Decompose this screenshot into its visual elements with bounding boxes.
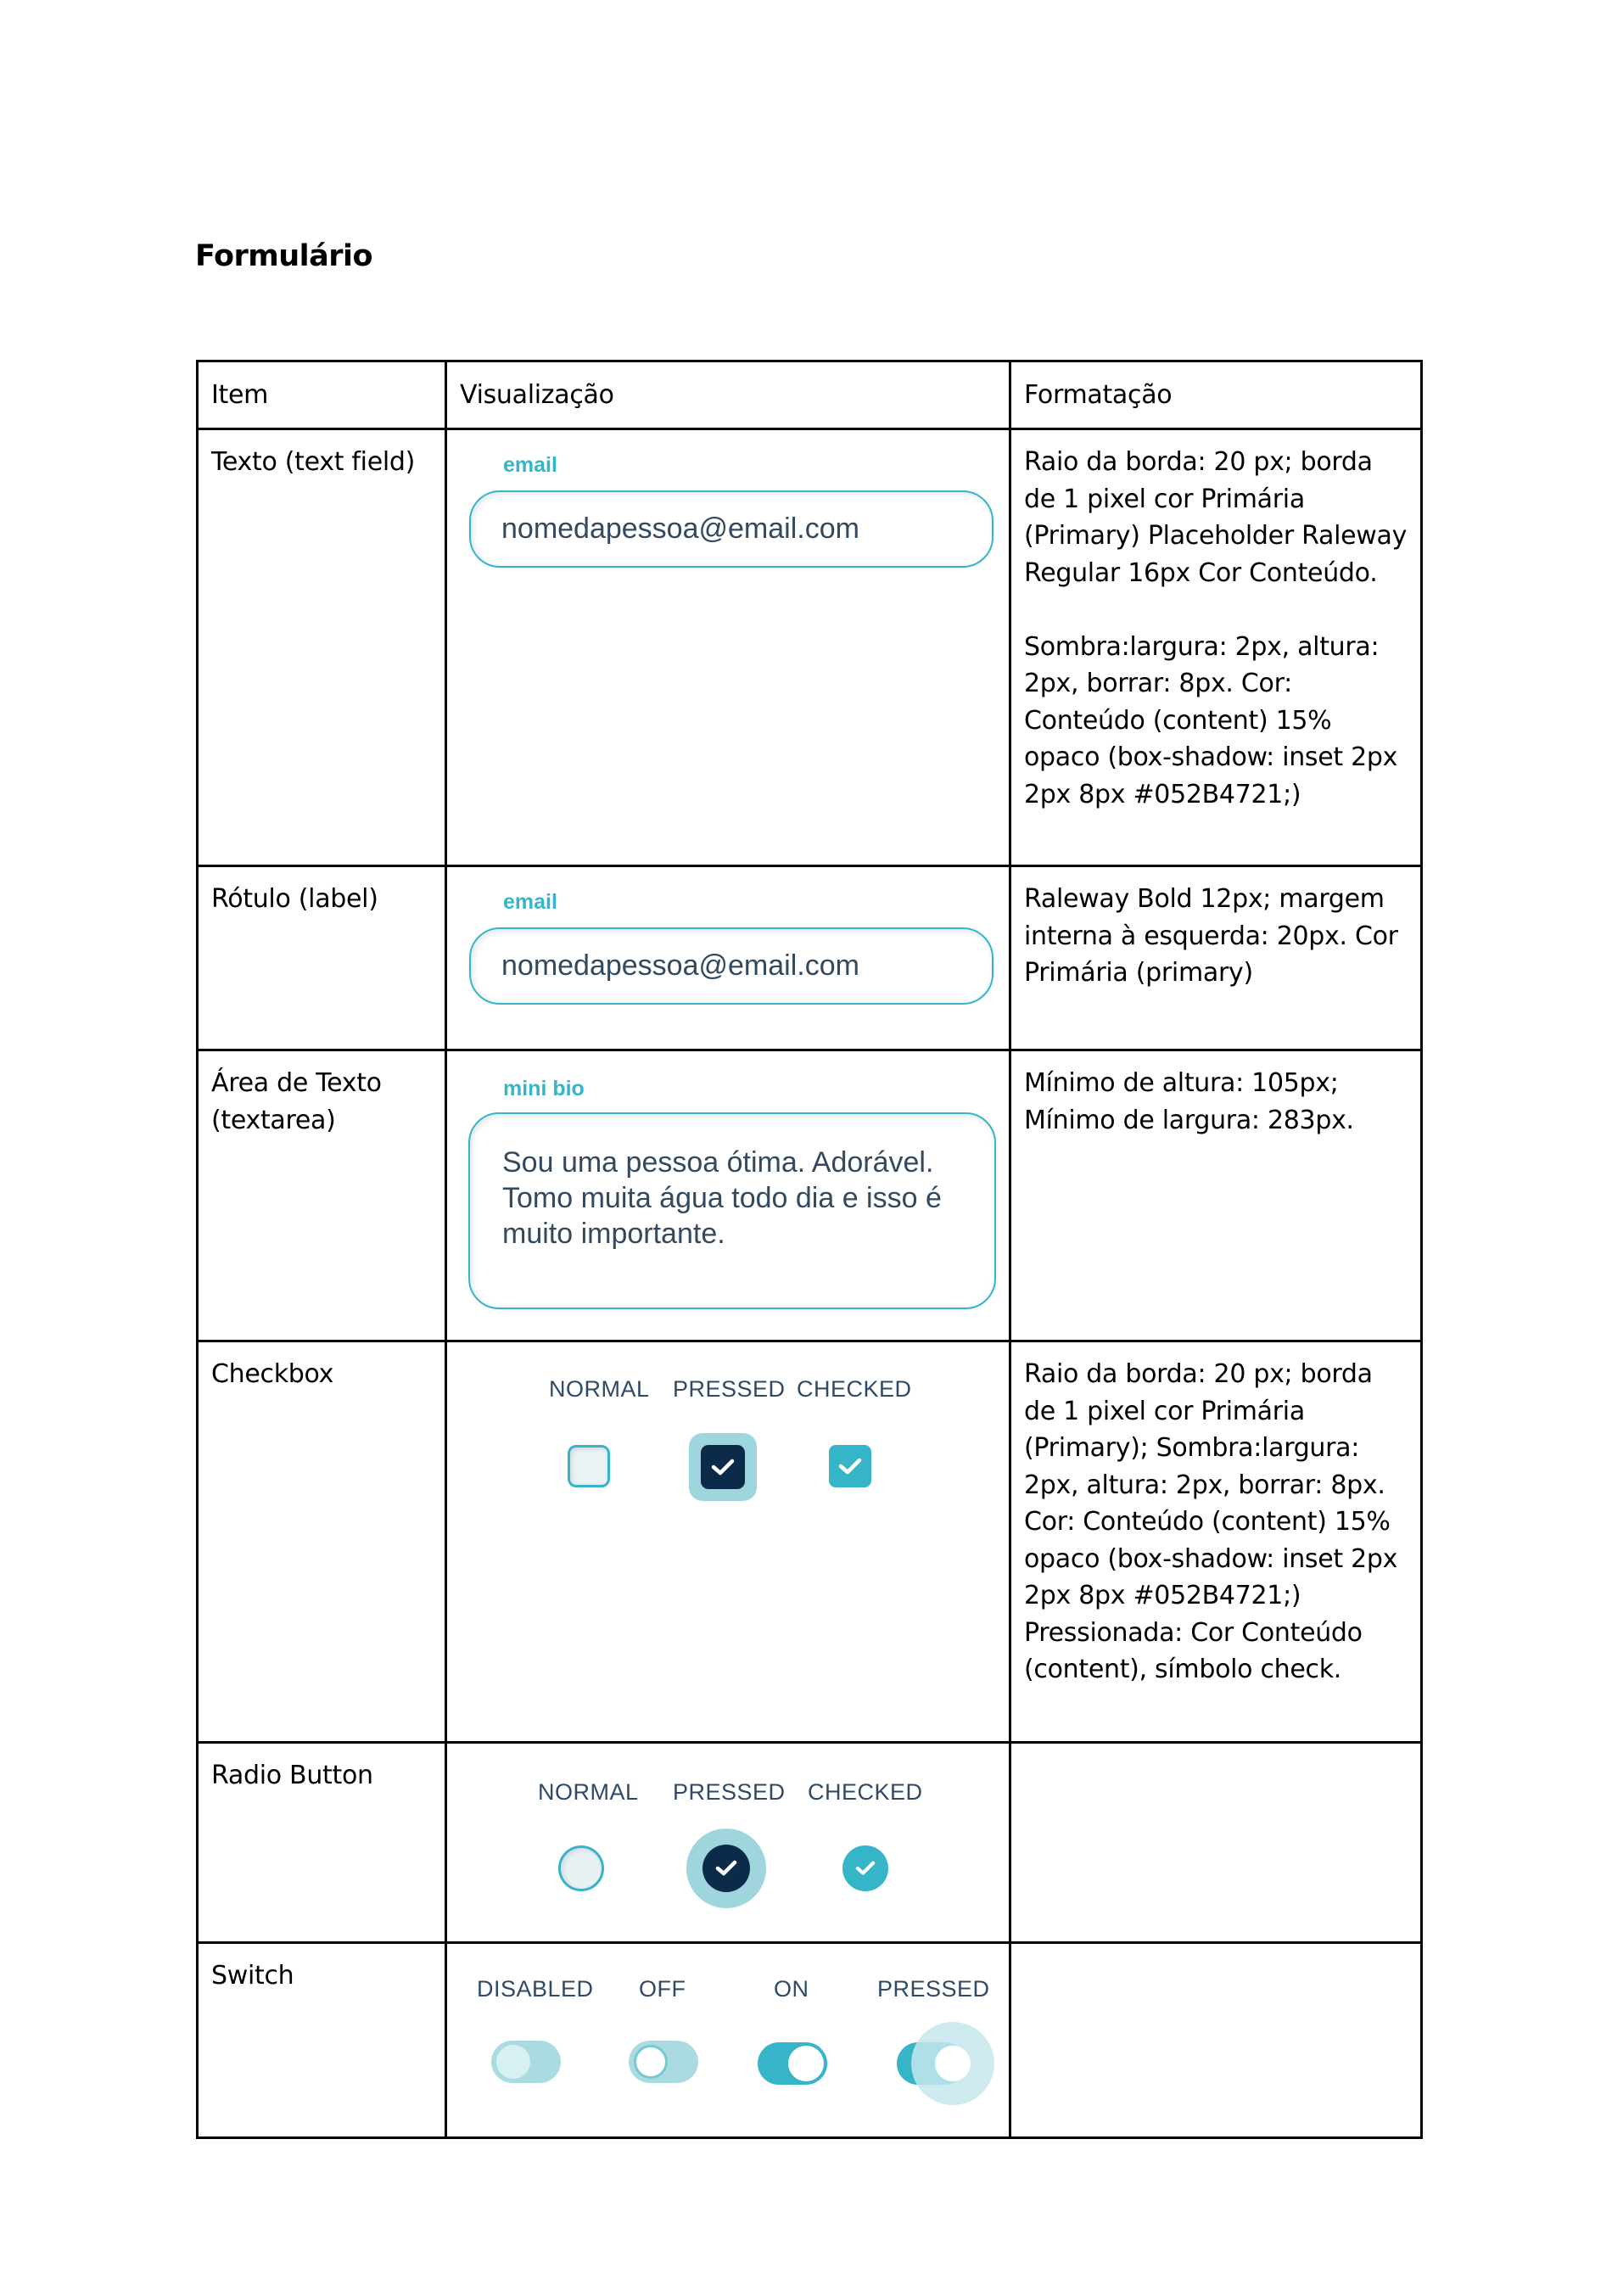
state-label-normal: NORMAL <box>549 1376 650 1402</box>
format-cell <box>1010 429 1422 866</box>
spec-table <box>196 360 1423 2139</box>
check-icon <box>714 1858 739 1879</box>
field-label: email <box>503 453 557 477</box>
visual-cell <box>446 866 1010 1050</box>
format-cell <box>1010 1743 1422 1943</box>
state-label-pressed: PRESSED <box>673 1376 786 1402</box>
check-icon <box>710 1457 736 1477</box>
radio-normal[interactable] <box>558 1845 604 1891</box>
checkbox-checked[interactable] <box>829 1445 871 1487</box>
visual-cell <box>446 429 1010 866</box>
table-row <box>198 1341 1422 1743</box>
item-name: Switch <box>211 1961 294 1991</box>
state-label-pressed: PRESSED <box>877 1976 990 2002</box>
format-text <box>1011 1744 1420 1757</box>
field-label: email <box>503 890 557 914</box>
format-text: Raio da borda: 20 px; borda de 1 pixel cor Primária (Primary) Placeholder Raleway Regular 16px Cor Conteúdo. Sombra:largura: 2px, altura: 2px, borrar: 8px. Cor: Conteúdo (content) 15% opaco (box-shadow: inset 2px 2px 8px #052B4721;) <box>1024 447 1408 809</box>
format-text <box>1011 1944 1420 1957</box>
switch-off-knob <box>634 2045 668 2079</box>
checkbox-pressed[interactable] <box>701 1445 745 1489</box>
state-label-disabled: DISABLED <box>477 1976 594 2002</box>
item-name: Checkbox <box>211 1359 334 1389</box>
format-cell <box>1010 1943 1422 2138</box>
item-name: Texto (text field) <box>211 447 416 477</box>
item-name: Radio Button <box>211 1761 373 1790</box>
item-cell <box>198 1341 446 1743</box>
table-row <box>198 1743 1422 1943</box>
header-visualizacao: Visualização <box>446 361 1010 429</box>
check-icon <box>837 1456 863 1476</box>
format-cell <box>1010 866 1422 1050</box>
state-label-off: OFF <box>639 1976 686 2002</box>
visual-cell <box>446 1743 1010 1943</box>
item-cell <box>198 866 446 1050</box>
visual-cell <box>446 1943 1010 2138</box>
state-label-on: ON <box>774 1976 809 2002</box>
page-title: Formulário <box>195 239 373 273</box>
header-formatacao: Formatação <box>1010 361 1422 429</box>
switch-disabled-knob <box>496 2045 530 2079</box>
radio-checked[interactable] <box>842 1845 888 1891</box>
format-text: Mínimo de altura: 105px; Mínimo de largura: 283px. <box>1024 1068 1354 1135</box>
visual-cell <box>446 1341 1010 1743</box>
check-icon <box>854 1859 877 1878</box>
switch-pressed-knob <box>935 2046 971 2081</box>
format-cell <box>1010 1050 1422 1341</box>
format-text: Raio da borda: 20 px; borda de 1 pixel cor Primária (Primary); Sombra:largura: 2px, altura: 2px, borrar: 8px. Cor: Conteúdo (content) 15% opaco (box-shadow: inset 2px 2px 8px #052B4721;) Pressionada: Cor Conteúdo (content), símbolo check. <box>1024 1359 1398 1684</box>
item-cell <box>198 1743 446 1943</box>
item-name: Área de Texto (textarea) <box>211 1068 382 1135</box>
item-cell <box>198 429 446 866</box>
state-label-normal: NORMAL <box>538 1779 639 1805</box>
table-row <box>198 1050 1422 1341</box>
table-row <box>198 1943 1422 2138</box>
table-row <box>198 866 1422 1050</box>
field-label: mini bio <box>503 1077 585 1100</box>
email-field[interactable]: nomedapessoa@email.com <box>469 927 994 1005</box>
table-row <box>198 429 1422 866</box>
switch-on-knob <box>788 2046 824 2081</box>
visual-cell <box>446 1050 1010 1341</box>
state-label-pressed: PRESSED <box>673 1779 786 1805</box>
item-cell <box>198 1943 446 2138</box>
state-label-checked: CHECKED <box>797 1376 912 1402</box>
state-label-checked: CHECKED <box>808 1779 923 1805</box>
table-header-row <box>198 361 1422 429</box>
format-cell <box>1010 1341 1422 1743</box>
radio-pressed[interactable] <box>702 1845 750 1892</box>
email-field[interactable]: nomedapessoa@email.com <box>469 490 994 568</box>
mini-bio-textarea[interactable]: Sou uma pessoa ótima. Adorável. Tomo muita água todo dia e isso é muito importante. <box>468 1112 996 1309</box>
item-name: Rótulo (label) <box>211 884 378 914</box>
item-cell <box>198 1050 446 1341</box>
header-item: Item <box>198 361 446 429</box>
checkbox-normal[interactable] <box>568 1445 610 1487</box>
format-text: Raleway Bold 12px; margem interna à esquerda: 20px. Cor Primária (primary) <box>1024 884 1398 988</box>
